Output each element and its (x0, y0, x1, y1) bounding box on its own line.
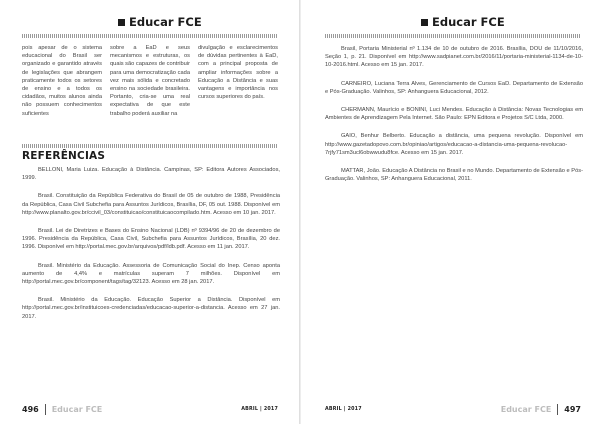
square-bullet-icon (421, 19, 428, 26)
left-header-rule (22, 34, 278, 38)
left-footer (22, 404, 278, 414)
reference-item: MATTAR, João. Educação A Distância no Brasil e no Mundo. Departamento de Extensão e Pós-Graduação. Valinhos, SP: Anhanguera Educacional, 2011. (325, 168, 583, 183)
left-page-number: 496 (22, 404, 39, 414)
square-bullet-icon (118, 19, 125, 26)
left-footer-date: ABRIL | 2017 (241, 406, 278, 412)
reference-item: CHERMANN, Maurício e BONINI, Luci Mendes. Educação à Distância: Novas Tecnologias em Ambientes de Aprendizagem Pela Internet. São Paulo: EPN Editora e Projetos S/C Ltda, 2000. (325, 107, 583, 122)
left-footer-brand: Educar FCE (51, 404, 103, 414)
left-header (118, 14, 202, 30)
right-header-rule (325, 34, 581, 38)
reference-item: Brasil, Portaria Ministerial nº 1.134 de 10 de outubro de 2016. Brasília, DOU de 11/10/2016, Seção 1, p. 21. Disponível em http://www.sadpianet.com.br/2016/11/portaria-ministerial-1134-de-10-10-2016.html. Acesso em 15 jan. 2017. (325, 46, 583, 69)
references-title: REFERÊNCIAS (22, 150, 106, 162)
reference-item: GAIO, Benhur Belberto. Educação a distância, uma pequena revolução. Disponível em http://www.gazetadopovo.com.br/opiniao/artigos/educacao-a-distancia-uma-pequena-revolucao-7rjfy71sm3ucl6obwwudu8fce. Acesso em 15 jan. 2017. (325, 133, 583, 156)
right-header (421, 14, 505, 30)
right-page-number: 497 (564, 404, 581, 414)
right-header-brand: Educar FCE (432, 15, 505, 29)
reference-item: CARNEIRO, Luciana Terra Alves, Gerenciamento de Cursos EaD. Departamento de Extensão e Pós-Graduação. Valinhos, SP: Anhanguera Educacional, 2012. (325, 80, 583, 95)
body-column-3: divulgação e esclarecimentos de dúvidas pertinentes à EaD, com a principal proposta de ampliar informações sobre a Educação a Distância e suas vantagens e importância nos cursos superiores do país. (198, 45, 278, 101)
reference-item: Brasil. Ministério da Educação. Educação Superior a Distância. Disponível em http://portal.mec.gov.br/instituicoes-credenciadas/educacao-superior-a-distancia. Acesso em 27 jan. 2017. (22, 297, 280, 320)
body-column-1: pois apesar de o sistema educacional do Brasil ser organizado e garantido através de legislações que abrangem praticamente todos os setores de ensino e a todos os cidadãos, muitos alunos ainda não possuem conhecimentos suficientes (22, 45, 102, 117)
left-header-brand: Educar FCE (129, 15, 202, 29)
references-rule (22, 144, 278, 148)
footer-divider (45, 404, 46, 415)
reference-item: Brasil. Ministério da Educação. Assessoria de Comunicação Social do Inep. Censo aponta aumento de 4,4% e matrículas superam 7 milhões. Disponível em http://portal.mec.gov.br/component/tags/tag/32123. Acesso em 28 jan. 2017. (22, 262, 280, 286)
right-page (301, 0, 600, 424)
right-footer-date: ABRIL | 2017 (325, 406, 362, 412)
left-references (22, 166, 280, 331)
reference-item: Brasil. Lei de Diretrizes e Bases do Ensino Nacional (LDB) nº 9394/96 de 20 de dezembro de 1996. Presidência da República, Casa Civil, Subchefia para Assuntos Jurídicos, Brasília, 20 dez. 1996. Disponível em http://portal.mec.gov.br/arquivos/pdf/ldb.pdf. Acesso em 11 jan. 2017. (22, 228, 280, 251)
body-column-2: sobre a EaD e seus mecanismos e estruturas, os quais são capazes de contribuir para uma democratização cada vez mais sólida e concretado ensino na sociedade brasileira. Portanto, cria-se uma real expectativa de que este trabalho poderá auxiliar na (110, 45, 190, 117)
right-footer-brand: Educar FCE (500, 404, 552, 414)
reference-item: BELLONI, Maria Luiza. Educação à Distância. Campinas, SP: Editora Autores Associados, 1999. (22, 167, 280, 182)
right-references (325, 45, 583, 193)
right-footer (325, 404, 581, 414)
body-columns (22, 44, 280, 118)
left-page (0, 0, 299, 424)
footer-divider (557, 404, 558, 415)
reference-item: Brasil. Constituição da República Federativa do Brasil de 05 de outubro de 1988, Presidência da República, Casa Civil Subchefia para Assuntos Jurídicos, Brasília, DF, 05 out. 1988. Disponível em http://www.planalto.gov.br/ccivil_03/constituicao/constituicaocompilado.htm. Acesso em 10 jan. 2017. (22, 193, 280, 216)
